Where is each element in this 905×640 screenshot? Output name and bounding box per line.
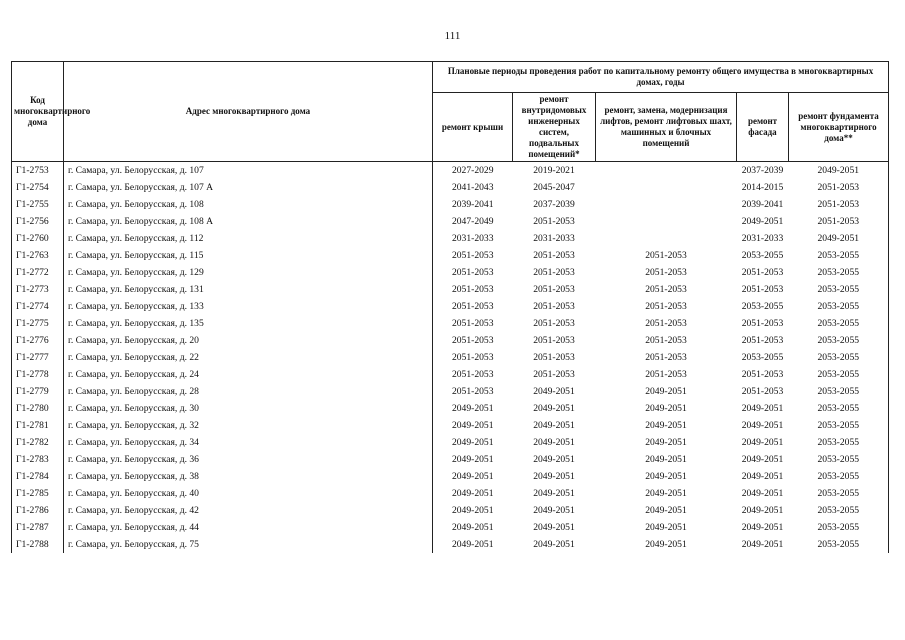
cell-elevators: 2049-2051: [645, 522, 687, 533]
cell-elevators: 2051-2053: [645, 318, 687, 329]
cell-roof: 2049-2051: [451, 420, 494, 431]
cell-facade: 2053-2055: [741, 301, 784, 312]
cell-facade: 2039-2041: [741, 199, 784, 210]
cell-engineering: 2051-2053: [533, 284, 575, 295]
cell-code: Г1-2753: [12, 162, 64, 180]
cell-code: Г1-2779: [12, 383, 64, 400]
cell-code: Г1-2788: [12, 536, 64, 553]
cell-code: Г1-2778: [12, 366, 64, 383]
cell-facade: 2049-2051: [741, 403, 784, 414]
cell-roof: 2049-2051: [451, 522, 494, 533]
cell-address: г. Самара, ул. Белорусская, д. 22: [64, 349, 433, 366]
table-row: [12, 298, 889, 315]
cell-address: г. Самара, ул. Белорусская, д. 32: [64, 417, 433, 434]
cell-address: г. Самара, ул. Белорусская, д. 129: [64, 264, 433, 281]
header-foundation: ремонт фундамента многоквартирного дома**: [789, 93, 889, 162]
cell-code: Г1-2787: [12, 519, 64, 536]
cell-foundation: 2053-2055: [789, 315, 889, 332]
cell-foundation: 2053-2055: [789, 468, 889, 485]
cell-foundation: 2053-2055: [789, 383, 889, 400]
cell-elevators: 2049-2051: [645, 403, 687, 414]
cell-facade: 2053-2055: [741, 250, 784, 261]
cell-elevators: 2049-2051: [645, 471, 687, 482]
cell-engineering: 2049-2051: [533, 522, 575, 533]
cell-engineering: 2037-2039: [533, 199, 575, 210]
header-code: Код многоквартирного дома: [12, 62, 64, 162]
cell-code: Г1-2755: [12, 196, 64, 213]
cell-address: г. Самара, ул. Белорусская, д. 133: [64, 298, 433, 315]
cell-facade: 2049-2051: [741, 420, 784, 431]
cell-foundation: 2053-2055: [789, 434, 889, 451]
cell-elevators: 2049-2051: [645, 488, 687, 499]
cell-roof: 2051-2053: [451, 250, 494, 261]
cell-code: Г1-2776: [12, 332, 64, 349]
table-row: [12, 264, 889, 281]
cell-foundation: 2053-2055: [789, 400, 889, 417]
cell-engineering: 2051-2053: [533, 318, 575, 329]
cell-code: Г1-2777: [12, 349, 64, 366]
cell-facade: 2049-2051: [741, 437, 784, 448]
table-row: [12, 485, 889, 502]
cell-engineering: 2049-2051: [533, 454, 575, 465]
cell-foundation: 2053-2055: [789, 298, 889, 315]
cell-elevators: 2049-2051: [645, 539, 687, 550]
cell-roof: 2051-2053: [451, 318, 494, 329]
cell-roof: 2051-2053: [451, 352, 494, 363]
cell-engineering: 2049-2051: [533, 505, 575, 516]
table-row: [12, 315, 889, 332]
table-row: [12, 536, 889, 553]
cell-facade: 2049-2051: [741, 539, 784, 550]
cell-foundation: 2049-2051: [789, 230, 889, 247]
cell-engineering: 2051-2053: [533, 216, 575, 227]
table-body: [12, 162, 889, 554]
cell-elevators: 2051-2053: [645, 284, 687, 295]
cell-elevators: 2049-2051: [645, 505, 687, 516]
table-row: [12, 247, 889, 264]
cell-elevators: [596, 213, 737, 230]
cell-address: г. Самара, ул. Белорусская, д. 20: [64, 332, 433, 349]
cell-engineering: 2049-2051: [533, 420, 575, 431]
page-number: 111: [444, 30, 461, 42]
cell-roof: 2051-2053: [451, 267, 494, 278]
cell-foundation: 2053-2055: [789, 519, 889, 536]
table-row: [12, 451, 889, 468]
cell-code: Г1-2785: [12, 485, 64, 502]
cell-facade: 2051-2053: [741, 335, 784, 346]
cell-engineering: 2051-2053: [533, 335, 575, 346]
header-group: Плановые периоды проведения работ по капитальному ремонту общего имущества в многоквартирных домах, годы: [433, 62, 889, 93]
table-row: [12, 213, 889, 230]
cell-roof: 2049-2051: [451, 437, 494, 448]
cell-facade: 2031-2033: [741, 233, 784, 244]
cell-code: Г1-2783: [12, 451, 64, 468]
cell-address: г. Самара, ул. Белорусская, д. 44: [64, 519, 433, 536]
table-row: [12, 162, 889, 180]
cell-foundation: 2051-2053: [789, 196, 889, 213]
cell-foundation: 2051-2053: [789, 213, 889, 230]
cell-roof: 2049-2051: [451, 488, 494, 499]
cell-foundation: 2053-2055: [789, 366, 889, 383]
cell-foundation: 2053-2055: [789, 485, 889, 502]
cell-address: г. Самара, ул. Белорусская, д. 24: [64, 366, 433, 383]
cell-roof: 2031-2033: [451, 233, 494, 244]
cell-code: Г1-2773: [12, 281, 64, 298]
cell-facade: 2049-2051: [741, 471, 784, 482]
header-engineering: ремонт внутридомовых инженерных систем, подвальных помещений*: [513, 93, 596, 162]
cell-code: Г1-2772: [12, 264, 64, 281]
cell-elevators: [596, 230, 737, 247]
cell-address: г. Самара, ул. Белорусская, д. 115: [64, 247, 433, 264]
cell-address: г. Самара, ул. Белорусская, д. 131: [64, 281, 433, 298]
table-row: [12, 519, 889, 536]
cell-facade: 2051-2053: [741, 369, 784, 380]
table-row: [12, 281, 889, 298]
cell-foundation: 2053-2055: [789, 281, 889, 298]
cell-address: г. Самара, ул. Белорусская, д. 107: [64, 162, 433, 180]
cell-engineering: 2049-2051: [533, 471, 575, 482]
cell-address: г. Самара, ул. Белорусская, д. 34: [64, 434, 433, 451]
cell-engineering: 2045-2047: [533, 182, 575, 193]
cell-elevators: 2051-2053: [645, 352, 687, 363]
cell-facade: 2014-2015: [741, 182, 784, 193]
cell-engineering: 2049-2051: [533, 488, 575, 499]
cell-engineering: 2031-2033: [533, 233, 575, 244]
cell-address: г. Самара, ул. Белорусская, д. 36: [64, 451, 433, 468]
cell-elevators: 2049-2051: [645, 386, 687, 397]
cell-engineering: 2051-2053: [533, 369, 575, 380]
cell-facade: 2051-2053: [741, 386, 784, 397]
cell-address: г. Самара, ул. Белорусская, д. 75: [64, 536, 433, 553]
table-row: [12, 400, 889, 417]
table-row: [12, 332, 889, 349]
cell-facade: 2049-2051: [741, 488, 784, 499]
cell-engineering: 2051-2053: [533, 301, 575, 312]
cell-roof: 2039-2041: [451, 199, 494, 210]
cell-engineering: 2051-2053: [533, 352, 575, 363]
cell-elevators: 2051-2053: [645, 301, 687, 312]
cell-elevators: [596, 179, 737, 196]
table-row: [12, 366, 889, 383]
table-row: [12, 383, 889, 400]
table-row: [12, 468, 889, 485]
cell-address: г. Самара, ул. Белорусская, д. 40: [64, 485, 433, 502]
cell-address: г. Самара, ул. Белорусская, д. 107 А: [64, 179, 433, 196]
table-row: [12, 349, 889, 366]
cell-elevators: 2051-2053: [645, 335, 687, 346]
cell-elevators: 2051-2053: [645, 267, 687, 278]
table-row: [12, 434, 889, 451]
cell-roof: 2049-2051: [451, 471, 494, 482]
header-elevators: ремонт, замена, модернизация лифтов, ремонт лифтовых шахт, машинных и блочных помещений: [596, 93, 737, 162]
cell-engineering: 2051-2053: [533, 250, 575, 261]
cell-facade: 2037-2039: [741, 165, 784, 176]
cell-foundation: 2053-2055: [789, 349, 889, 366]
cell-code: Г1-2774: [12, 298, 64, 315]
cell-address: г. Самара, ул. Белорусская, д. 42: [64, 502, 433, 519]
cell-code: Г1-2786: [12, 502, 64, 519]
cell-facade: 2051-2053: [741, 318, 784, 329]
cell-roof: 2051-2053: [451, 284, 494, 295]
cell-engineering: 2051-2053: [533, 267, 575, 278]
cell-foundation: 2053-2055: [789, 247, 889, 264]
table-row: [12, 417, 889, 434]
cell-foundation: 2053-2055: [789, 451, 889, 468]
cell-roof: 2049-2051: [451, 454, 494, 465]
table-row: [12, 196, 889, 213]
cell-code: Г1-2760: [12, 230, 64, 247]
cell-foundation: 2053-2055: [789, 332, 889, 349]
cell-elevators: 2051-2053: [645, 250, 687, 261]
cell-roof: 2051-2053: [451, 301, 494, 312]
cell-roof: 2049-2051: [451, 403, 494, 414]
cell-roof: 2049-2051: [451, 505, 494, 516]
cell-elevators: 2049-2051: [645, 437, 687, 448]
cell-facade: 2051-2053: [741, 267, 784, 278]
cell-engineering: 2049-2051: [533, 386, 575, 397]
cell-facade: 2049-2051: [741, 522, 784, 533]
table-row: [12, 179, 889, 196]
cell-foundation: 2049-2051: [789, 162, 889, 180]
cell-address: г. Самара, ул. Белорусская, д. 108 А: [64, 213, 433, 230]
table-row: [12, 230, 889, 247]
cell-elevators: 2051-2053: [645, 369, 687, 380]
cell-roof: 2041-2043: [451, 182, 494, 193]
cell-facade: 2049-2051: [741, 454, 784, 465]
cell-foundation: 2051-2053: [789, 179, 889, 196]
cell-code: Г1-2763: [12, 247, 64, 264]
cell-elevators: 2049-2051: [645, 420, 687, 431]
cell-engineering: 2019-2021: [533, 165, 575, 176]
cell-elevators: [596, 162, 737, 180]
cell-address: г. Самара, ул. Белорусская, д. 108: [64, 196, 433, 213]
cell-address: г. Самара, ул. Белорусская, д. 38: [64, 468, 433, 485]
cell-code: Г1-2784: [12, 468, 64, 485]
cell-elevators: 2049-2051: [645, 454, 687, 465]
cell-engineering: 2049-2051: [533, 539, 575, 550]
cell-foundation: 2053-2055: [789, 264, 889, 281]
cell-facade: 2051-2053: [741, 284, 784, 295]
cell-address: г. Самара, ул. Белорусская, д. 135: [64, 315, 433, 332]
cell-facade: 2049-2051: [741, 505, 784, 516]
cell-address: г. Самара, ул. Белорусская, д. 30: [64, 400, 433, 417]
cell-code: Г1-2775: [12, 315, 64, 332]
capital-repair-table: [11, 61, 889, 553]
cell-foundation: 2053-2055: [789, 417, 889, 434]
cell-facade: 2049-2051: [741, 216, 784, 227]
cell-roof: 2051-2053: [451, 386, 494, 397]
table-row: [12, 502, 889, 519]
cell-code: Г1-2780: [12, 400, 64, 417]
cell-code: Г1-2756: [12, 213, 64, 230]
cell-engineering: 2049-2051: [533, 437, 575, 448]
cell-code: Г1-2781: [12, 417, 64, 434]
cell-roof: 2047-2049: [451, 216, 494, 227]
cell-roof: 2051-2053: [451, 335, 494, 346]
cell-foundation: 2053-2055: [789, 536, 889, 553]
header-roof: ремонт крыши: [433, 93, 513, 162]
cell-roof: 2051-2053: [451, 369, 494, 380]
cell-roof: 2049-2051: [451, 539, 494, 550]
cell-engineering: 2049-2051: [533, 403, 575, 414]
header-address: Адрес многоквартирного дома: [64, 62, 433, 162]
cell-code: Г1-2754: [12, 179, 64, 196]
cell-address: г. Самара, ул. Белорусская, д. 112: [64, 230, 433, 247]
cell-address: г. Самара, ул. Белорусская, д. 28: [64, 383, 433, 400]
cell-facade: 2053-2055: [741, 352, 784, 363]
cell-code: Г1-2782: [12, 434, 64, 451]
cell-foundation: 2053-2055: [789, 502, 889, 519]
cell-elevators: [596, 196, 737, 213]
cell-roof: 2027-2029: [451, 165, 494, 176]
header-facade: ремонт фасада: [737, 93, 789, 162]
